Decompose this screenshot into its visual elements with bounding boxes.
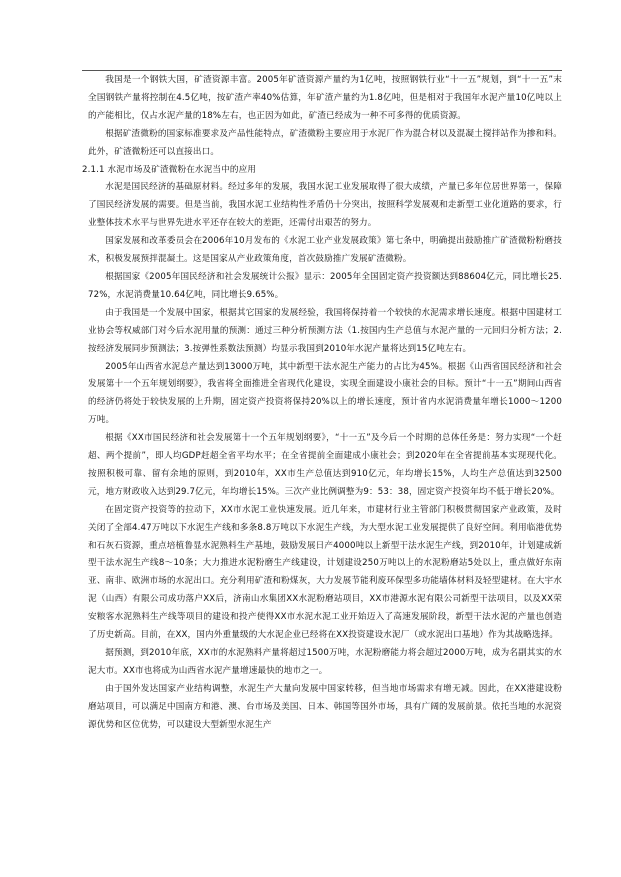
paragraph: 由于国外发达国家产业结构调整，水泥生产大量向发展中国家转移，但当地市场需求有增无减。因此，在XX港建设粉磨站项目，可以满足中国南方和港、澳、台市场及美国、日本、韩国等国外市场，具有广阔的发展前景。依托当地的水泥资源优势和区位优势，可以建设大型新型水泥生产 — [88, 683, 562, 730]
header-rule — [82, 70, 562, 71]
paragraph: 据预测，到2010年底，XX市的水泥熟料产量将超过1500万吨，水泥粉磨能力将会超过2000万吨，成为名副其实的水泥大市。XX市也将成为山西省水泥产量增速最快的地市之一。 — [88, 648, 562, 676]
paragraph: 我国是一个钢铁大国，矿渣资源丰富。2005年矿渣资源产量约为1亿吨，按照钢铁行业“十一五”规划，到“十一五”末全国钢铁产量将控制在4.5亿吨，按矿渣产率40%估算，年矿渣产量约为1.8亿吨，但是相对于我国年水泥产量10亿吨以上的产能相比，仅占水泥产量的18%左右，也正因为如此，矿渣已经成为一种不可多得的优质资源。 — [88, 75, 562, 121]
paragraph: 根据《XX市国民经济和社会发展第十一个五年规划纲要》，“十一五”及今后一个时期的总体任务是：努力实现“一个赶超、两个提前”，即人均GDP赶超全省平均水平；在全省提前全面建成小康社会；到2020年在全省提前基本实现现代化。按照积极可靠、留有余地的原则，到2010年，XX市生产总值达到910亿元，年均增长15%，人均生产总值达到32500元，地方财政收入达到29.7亿元，年均增长15%。三次产业比例调整为9：53：38，固定资产投资年均不低于增长20%。 — [88, 433, 562, 497]
document-body — [82, 72, 562, 735]
paragraph: 2005年山西省水泥总产量达到13000万吨，其中新型干法水泥生产能力的占比为45%。根据《山西省国民经济和社会发展第十一个五年规划纲要》，我省将全面推进全省现代化建设，实现全面建设小康社会的目标。预计“十一五”期间山西省的经济仍将处于较快发展的上升期，固定资产投资将保持20%以上的增长速度，预计省内水泥消费量年增长1000～1200万吨。 — [88, 361, 562, 426]
paragraph: 由于我国是一个发展中国家，根据其它国家的发展经验，我国将保持着一个较快的水泥需求增长速度。根据中国建材工业协会等权威部门对今后水泥用量的预测：通过三种分析预测方法（1.按国内生产总值与水泥产量的一元回归分析方法；2.按经济发展同步预测法；3.按弹性系数法预测）均显示我国到2010年水泥产量将达到15亿吨左右。 — [88, 307, 562, 354]
paragraph: 根据矿渣微粉的国家标准要求及产品性能特点，矿渣微粉主要应用于水泥厂作为混合材以及混凝土搅拌站作为掺和料。此外，矿渣微粉还可以直接出口。 — [88, 128, 562, 157]
section-heading: 2.1.1 水泥市场及矿渣微粉在水泥当中的应用 — [82, 164, 257, 175]
paragraph: 国家发展和改革委员会在2006年10月发布的《水泥工业产业发展政策》第七条中，明确提出鼓励推广矿渣微粉粉磨技术，积极发展预拌混凝土。这是国家从产业政策角度，首次鼓励推广发展矿渣微粉。 — [88, 236, 562, 265]
paragraph: 根据国家《2005年国民经济和社会发展统计公报》显示：2005年全国固定资产投资额达到88604亿元，同比增长25.72%，水泥消费量10.64亿吨，同比增长9.65%。 — [88, 271, 562, 300]
paragraph: 水泥是国民经济的基础原材料。经过多年的发展，我国水泥工业发展取得了很大成绩，产量已多年位居世界第一，保障了国民经济发展的需要。但是当前，我国水泥工业结构性矛盾仍十分突出，按照科学发展观和走新型工业化道路的要求，行业整体技术水平与世界先进水平还存在较大的差距，还需付出艰苦的努力。 — [88, 182, 562, 229]
paragraph: 在固定资产投资等的拉动下，XX市水泥工业快速发展。近几年来，市建材行业主管部门积极贯彻国家产业政策，及时关闭了全部4.47万吨以下水泥生产线和多条8.8万吨以下水泥生产线，为大型水泥工业发展提供了良好空间。利用临港优势和石灰石资源，重点培植鲁显水泥熟料生产基地，鼓励发展日产4000吨以上新型干法水泥生产线，到2010年，计划建成新型干法水泥生产线8～10条；大力推进水泥粉磨生产线建设，计划建设250万吨以上的水泥粉磨站5处以上，重点做好东南亚、南非、欧洲市场的水泥出口。充分利用矿渣和粉煤灰，大力发展节能利废环保型多功能墙体材料及轻型建材。在大宇水泥（山西）有限公司成功落户XX后，济南山水集团XX水泥粉磨站项目，XX市港源水泥有限公司新型干法项目，以及XX荣安粮客水泥熟料生产线等项目的建设和投产使得XX市水泥水泥工业开始迈入了高速发展阶段，新型干法水泥的产量也创造了历史新高。目前，在XX，国内外重量级的大水泥企业已经将在XX投资建设水泥厂（或水泥出口基地）作为其战略选择。 — [88, 504, 562, 641]
